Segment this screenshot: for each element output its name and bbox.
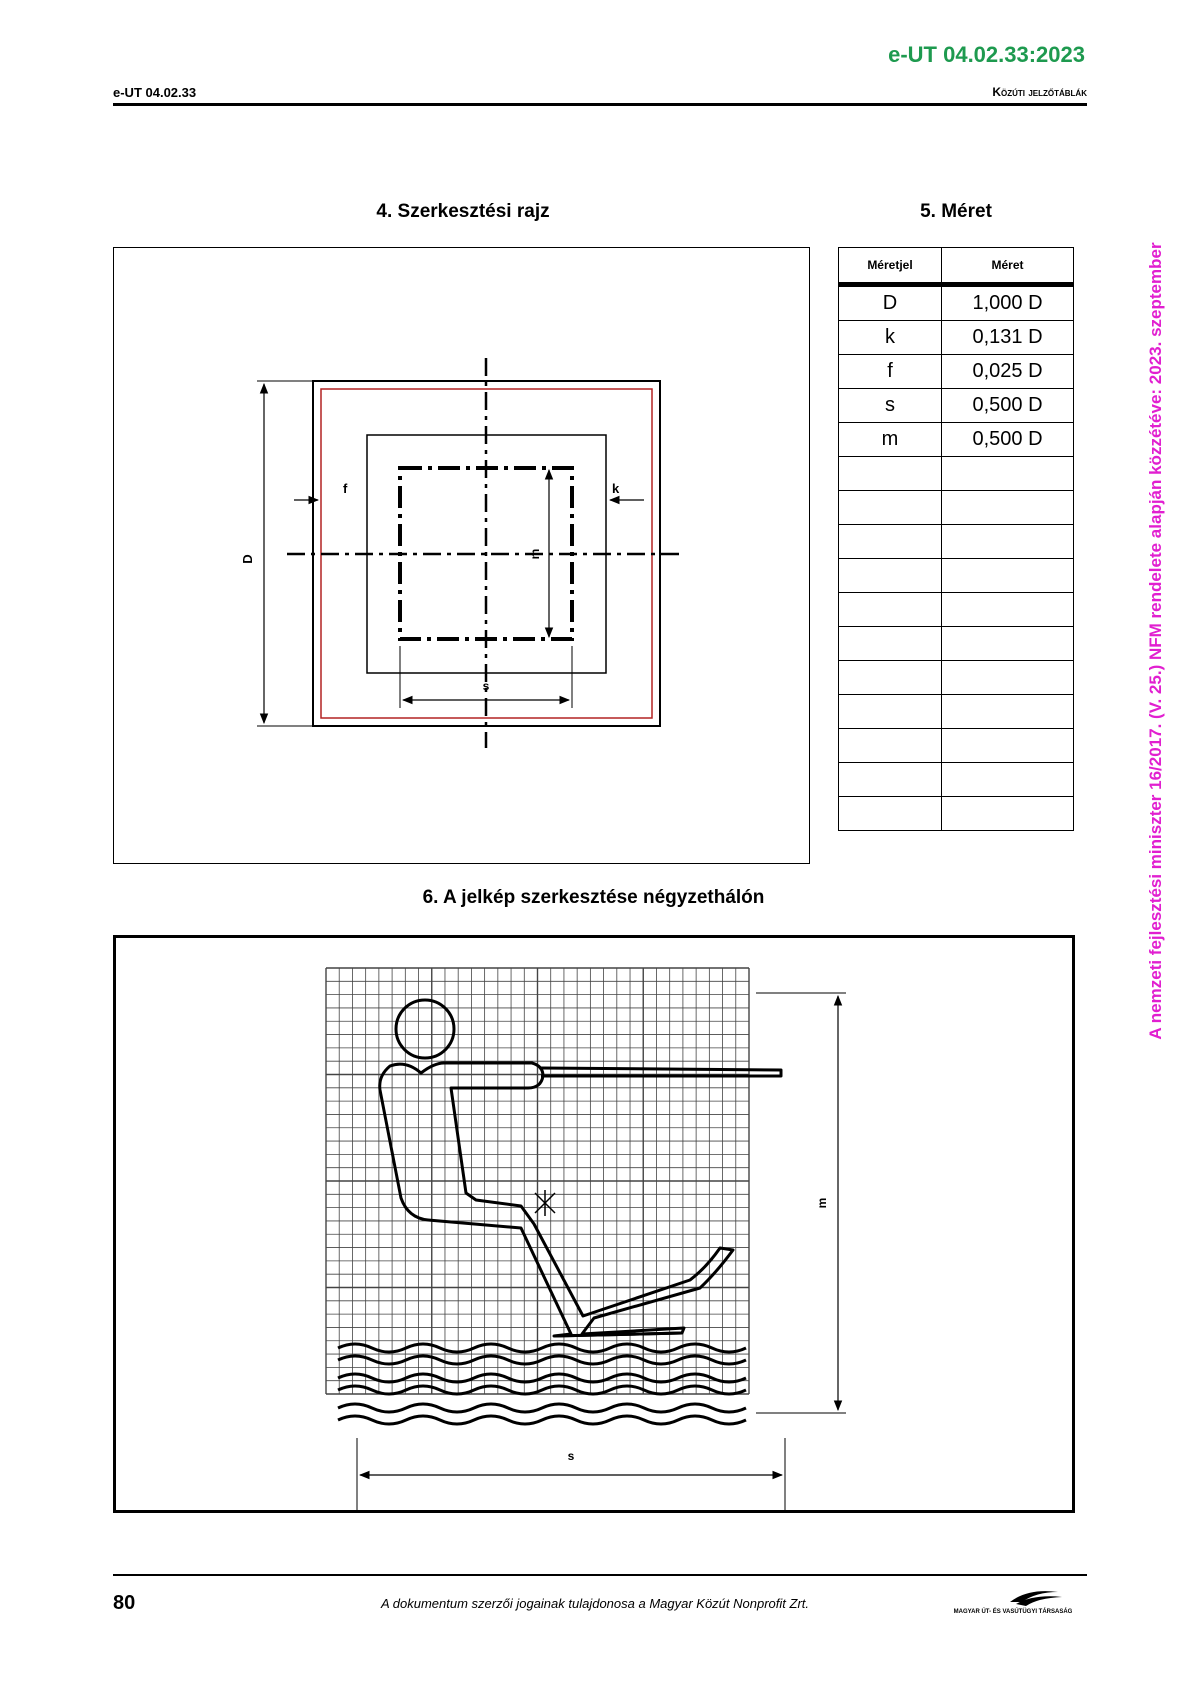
size-table-row (839, 389, 1074, 423)
svg-text:MAGYAR ÚT- ÉS VASÚTÜGYI TÁRSAS: MAGYAR ÚT- ÉS VASÚTÜGYI TÁRSASÁG (953, 1609, 1073, 1615)
grid-symbol-frame (113, 935, 1075, 1513)
size-table-row (839, 457, 1074, 491)
size-symbol-cell (839, 491, 942, 525)
ski (554, 1333, 682, 1336)
size-value-cell (942, 593, 1074, 627)
size-value-cell (942, 525, 1074, 559)
size-table-row (839, 355, 1074, 389)
size-value-cell (942, 457, 1074, 491)
header-rule (113, 103, 1087, 106)
size-table-row (839, 559, 1074, 593)
label-D: D (240, 554, 255, 564)
publisher-logo (938, 1588, 1088, 1616)
size-value-cell (942, 763, 1074, 797)
size-value-cell (942, 797, 1074, 831)
size-symbol-cell: D (839, 285, 942, 321)
document-code: e-UT 04.02.33:2023 (888, 42, 1085, 67)
size-value-cell: 0,500 D (942, 389, 1074, 423)
copyright-notice: A dokumentum szerzői jogainak tulajdonosa a Magyar Közút Nonprofit Zrt. (380, 1596, 809, 1611)
size-symbol-cell (839, 627, 942, 661)
size-value-cell: 1,000 D (942, 285, 1074, 321)
size-table-row (839, 285, 1074, 321)
size-symbol-cell (839, 797, 942, 831)
size-symbol-cell (839, 457, 942, 491)
size-value-cell (942, 559, 1074, 593)
label-s: s (567, 1449, 575, 1463)
size-value-cell: 0,025 D (942, 355, 1074, 389)
col-symbol-header: Méretjel (839, 248, 942, 285)
section6-title: 6. A jelkép szerkesztése négyzethálón (422, 887, 765, 908)
size-symbol-cell (839, 593, 942, 627)
section4-title: 4. Szerkesztési rajz (376, 201, 550, 222)
side-publication-note: A nemzeti fejlesztési miniszter 16/2017. (V. 25.) NFM rendelete alapján közzétéve: 2023. szeptember (1146, 242, 1165, 1040)
size-table-row (839, 763, 1074, 797)
header-right: Közúti jelzőtáblák (992, 85, 1087, 99)
section5-title: 5. Méret (920, 201, 992, 222)
size-symbol-cell: f (839, 355, 942, 389)
size-value-cell: 0,131 D (942, 321, 1074, 355)
label-s: s (482, 679, 490, 693)
size-value-cell (942, 491, 1074, 525)
size-table-row (839, 593, 1074, 627)
col-size-header: Méret (942, 248, 1074, 285)
size-value-cell (942, 627, 1074, 661)
grid-symbol-drawing (116, 938, 1072, 1510)
size-symbol-cell: m (839, 423, 942, 457)
size-table-row (839, 491, 1074, 525)
publisher-logo-icon (938, 1588, 1088, 1616)
size-table-row (839, 627, 1074, 661)
footer-rule (113, 1574, 1087, 1576)
size-table-row (839, 423, 1074, 457)
size-table-row (839, 729, 1074, 763)
skier-body (380, 1063, 733, 1336)
label-f: f (343, 481, 348, 496)
size-symbol-cell (839, 729, 942, 763)
size-table-row (839, 525, 1074, 559)
size-value-cell (942, 661, 1074, 695)
size-symbol-cell (839, 695, 942, 729)
size-table-row (839, 797, 1074, 831)
size-symbol-cell (839, 525, 942, 559)
construction-drawing (114, 248, 811, 865)
size-symbol-cell (839, 661, 942, 695)
header-left: e-UT 04.02.33 (113, 85, 197, 100)
size-symbol-cell: s (839, 389, 942, 423)
size-table-row (839, 661, 1074, 695)
size-value-cell: 0,500 D (942, 423, 1074, 457)
size-symbol-cell (839, 763, 942, 797)
size-table-row (839, 321, 1074, 355)
label-k: k (612, 481, 620, 496)
construction-drawing-frame (113, 247, 810, 864)
size-table-row (839, 695, 1074, 729)
label-m: m (528, 548, 542, 560)
size-table (838, 247, 1074, 831)
size-symbol-cell: k (839, 321, 942, 355)
size-value-cell (942, 729, 1074, 763)
label-m: m (815, 1197, 829, 1209)
page-number: 80 (113, 1592, 136, 1614)
square-grid (326, 968, 749, 1394)
water-waves-icon (338, 1344, 746, 1424)
size-value-cell (942, 695, 1074, 729)
size-symbol-cell (839, 559, 942, 593)
